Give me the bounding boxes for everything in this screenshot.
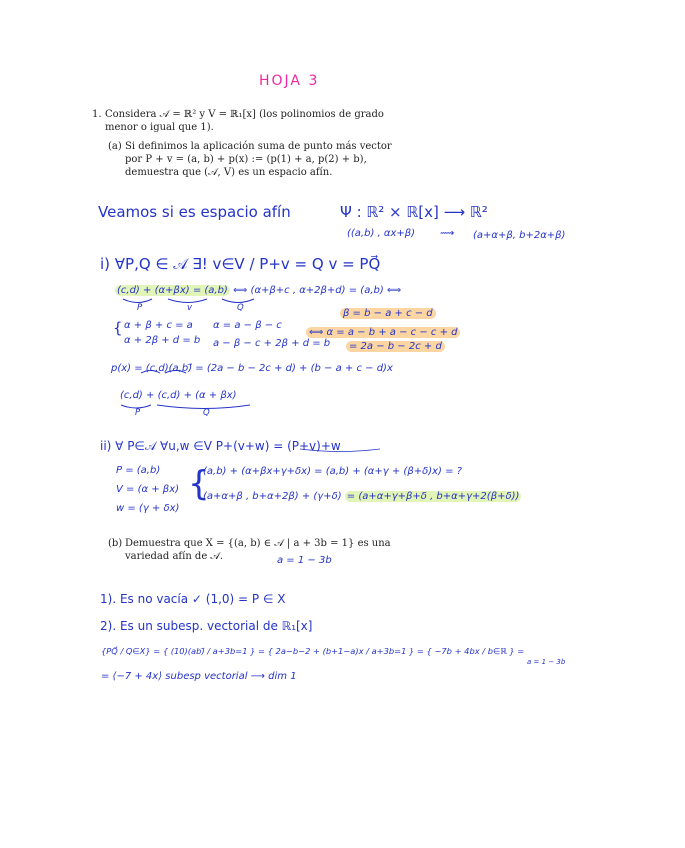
alpha-result-2: = 2a − b − 2c + d <box>346 341 445 352</box>
polynomial-line: p(x) = (c,d)(a,b)⃗ = (2a − b − 2c + d) + (b − a + c − d)x <box>111 363 393 374</box>
page-title: HOJA 3 <box>259 73 320 89</box>
system-line-1: α + β + c = a <box>124 320 193 331</box>
part-a-text: Si definimos la aplicación suma de punto más vector por P + v = (a, b) + p(x) := (p(1) + a, p(2) + b), demuestra que (𝒜, V) es un espacio afín. <box>125 141 392 178</box>
under-label-q: Q <box>237 303 244 313</box>
part-b-label: (b) <box>108 538 123 549</box>
alpha-result-1: ⟺ α = a − b + a − c − c + d <box>306 327 460 338</box>
set-note: a = 1 − 3b <box>527 658 566 666</box>
part-b-text: Demuestra que X = {(a, b) ∈ 𝒜 | a + 3b = 1} es una variedad afín de 𝒜. <box>125 538 391 562</box>
system-line-2: α + 2β + d = b <box>124 335 201 346</box>
intro-note: Veamos si es espacio afín <box>98 203 291 221</box>
part-i-equation-rest: ⟺ (α+β+c , α+2β+d) = (a,b) ⟺ <box>233 285 402 296</box>
highlight-equation: (c,d) + (α+βx) = (a,b) <box>117 285 228 296</box>
check-under-p: P <box>135 408 141 418</box>
step-2: 2). Es un subesp. vectorial de ℝ₁[x] <box>100 619 313 633</box>
part-i-heading: i) ∀P,Q ∈ 𝒜 ∃! v∈V / P+v = Q v = PQ⃗ <box>100 255 381 273</box>
part-a-label: (a) <box>108 141 122 152</box>
final-line: = ⟨−7 + 4x⟩ subesp vectorial ⟶ dim 1 <box>101 671 297 682</box>
exercise-number: 1. <box>92 109 102 120</box>
map-output: (a+α+β, b+2α+β) <box>473 230 566 241</box>
ii-brace-icon: { <box>188 464 210 504</box>
set-line: {PQ⃗ / Q∈X} = { (10)(ab)⃗ / a+3b=1 } = { 2a−b−2 + (b+1−a)x / a+3b=1 } = { −7b + 4bx / b∈ℝ } = <box>101 646 525 656</box>
exercise-statement: Considera 𝒜 = ℝ² y V = ℝ₁[x] (los polinomios de grado menor o igual que 1). <box>105 109 384 133</box>
check-under-q: Q <box>203 408 210 418</box>
check-line: (c,d) + (c,d) + (α + βx) <box>120 390 237 401</box>
part-ii-heading: ii) ∀ P∈𝒜 ∀u,w ∈V P+(v+w) = (P+v)+w <box>100 439 341 453</box>
ii-result-line-2: (a+α+β , b+α+2β) + (γ+δ) = (a+α+γ+β+δ , b+α+γ+2(β+δ)) <box>203 491 520 502</box>
map-input: ((a,b) , αx+β) <box>347 228 416 239</box>
middle-line-1: α = a − β − c <box>213 320 282 331</box>
ii-v-def: V = (α + βx) <box>116 484 180 495</box>
part-b-note: a = 1 − 3b <box>277 555 332 566</box>
ii-result-line-1: (a,b) + (α+βx+γ+δx) = (a,b) + (α+γ + (β+δ)x) = ? <box>203 466 462 477</box>
under-label-v: v <box>187 303 193 313</box>
step-1: 1). Es no vacía ✓ (1,0) = P ∈ X <box>100 592 286 606</box>
maps-to-arrow-icon: ⟿ <box>440 228 455 239</box>
system-brace-icon: { <box>113 319 123 337</box>
under-label-p: P <box>137 303 143 313</box>
middle-line-2: a − β − c + 2β + d = b <box>213 338 331 349</box>
beta-result: β = b − a + c − d <box>340 308 436 319</box>
map-definition: Ψ : ℝ² × ℝ[x] ⟶ ℝ² <box>340 203 488 221</box>
ii-w-def: w = (γ + δx) <box>116 503 180 514</box>
ii-p-def: P = (a,b) <box>116 465 161 476</box>
